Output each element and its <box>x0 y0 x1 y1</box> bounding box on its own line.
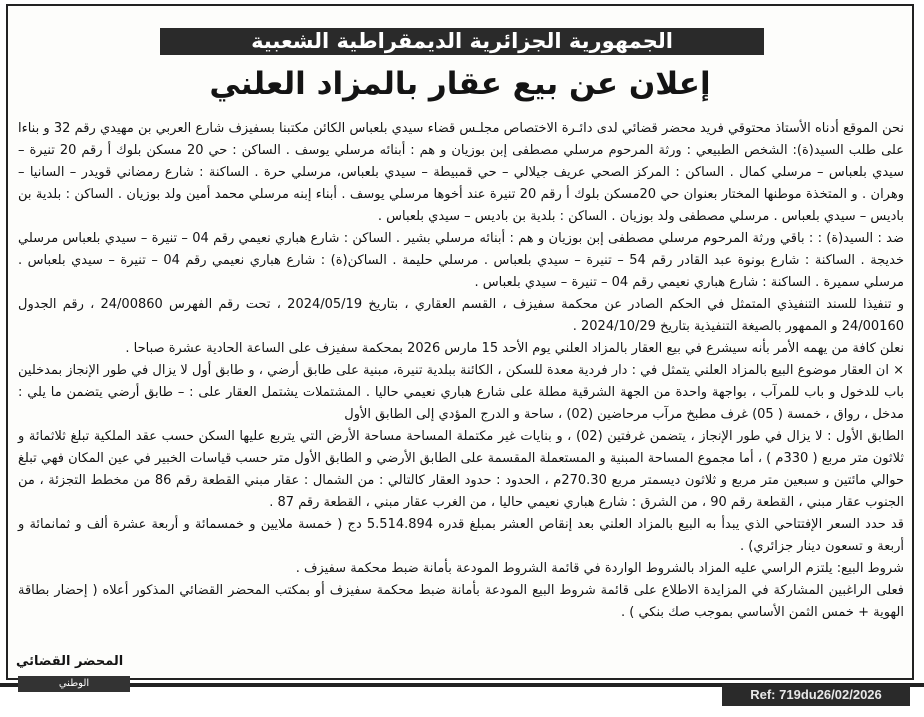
publisher-stamp: الوطني <box>18 676 130 692</box>
paragraph-conditions: شروط البيع: يلتزم الراسي عليه المزاد بالشروط الواردة في قائمة الشروط المودعة بأمانة ضبط محكمة سفيزف . <box>295 561 904 576</box>
paragraph-price: قد حدد السعر الإفتتاحي الذي يبدأ به البيع بالمزاد العلني بعد إنقاص العشر بمبلغ قدره 5.514.894 دج ( خمسة ملايين و خمسمائة و أربعة عشرة ألف و ثمانمائة و أربعة و تسعون دينار جزائري) . <box>18 517 905 554</box>
reference-number: Ref: 719du26/02/2026 <box>722 684 910 706</box>
paragraph-requester: نحن الموقع أدناه الأستاذ محتوقي فريد محضر قضائي لدى دائـرة الاختصاص مجلـس قضاء سيدي بلعباس الكائن مكتبنا بسفيزف شارع العربي بن مهيدي رقم 32 و بناءا على طلب السيد(ة): الشخص الطبيعي : ورثة المرحوم مرسلي مصطفى إبن بوزيان و هم : أبنائه مرسلي يوسف . الساكن : حي 20 مسكن بلوك أ رقم 20 تنيرة – سيدي بلعباس – مرسلي كمال . الساكن : المركز الصحي عريف جيلالي – حي قمبيطة – سيدي بلعباس، مرسلي حرة . الساكنة : شارع رمضاني قويدر – السانيا – وهران . و المتخذة موطنها المختار بعنوان حي 20مسكن بلوك أ رقم 20 تنيرة عند أخوها مرسلي يوسف . أبناء إبنه مرسلي محمد أمين ولد بوزيان . الساكن : بلدية بن باديس – سيدي بلعباس . مرسلي مصطفى ولد بوزيان . الساكن : بلدية بن باديس – سيدي بلعباس . <box>18 121 904 224</box>
announcement-body <box>18 118 904 624</box>
announcement-title: إعلان عن بيع عقار بالمزاد العلني <box>209 66 711 102</box>
republic-header: الجمهورية الجزائرية الديمقراطية الشعبية <box>160 28 764 55</box>
paragraph-against: ضد : السيد(ة) : : باقي ورثة المرحوم مرسلي مصطفى إبن بوزيان و هم : أبنائه مرسلي بشير . الساكن : شارع هباري نعيمي رقم 04 – تنيرة – سيدي بلعباس مرسلي خديجة . الساكنة : شارع بونوة عبد القادر رقم 54 – تنيرة – سيدي بلعباس . مرسلي حليمة . الساكن(ة) : شارع هباري نعيمي رقم 04 – تنيرة – سيدي بلعباس . مرسلي سميرة . الساكنة : شارع هباري نعيمي رقم 04 – تنيرة – سيدي بلعباس . <box>18 231 905 290</box>
paragraph-property: × ان العقار موضوع البيع بالمزاد العلني يتمثل في : دار فردية معدة للسكن ، الكائنة ببلدية تنيرة، مبنية على طابق أرضي ، و طابق أول لا يزال في طور الإنجاز بمدخلين باب للدخول و باب للمرآب ، بواجهة واحدة من الجهة الشرقية مطلة على شارع هباري نعيمي حاليا . المشتملات يشتمل العقار على : – طابق أرضي يتضمن ما يلي : مدخل ، رواق ، خمسة ( 05) غرف مطبخ مرآب مرحاضين (02) ، ساحة و الدرج المؤدي إلى الطابق الأول <box>18 363 904 422</box>
paragraph-judgment: و تنفيذا للسند التنفيذي المتمثل في الحكم الصادر عن محكمة سفيزف ، القسم العقاري ، بتاريخ 2024/05/19 ، تحت رقم الفهرس 24/00860 ، رقم الجدول 24/00160 و الممهور بالصيغة التنفيذية بتاريخ 2024/10/29 . <box>18 297 904 334</box>
paragraph-first-floor: الطابق الأول : لا يزال في طور الإنجاز ، يتضمن غرفتين (02) ، و بنايات غير مكتملة المساحة مساحة الأرض التي يتربع عليها السكن حسب عقد الملكية تبلغ ثلاثمائة و ثلاثون متر مربع ( 330م ) ، أما مجموع المساحة المبنية و المستعملة المقسمة على الطابق الأرضي و الطابق الأول متر حسب قياسات الخبير في عين المكان فهي تبلغ حوالي مائتين و سبعين متر مربع و ثلاثون ديسمتر مربع 270.30م ، الحدود : حدود العقار كالتالي : من الشمال : عقار مبني القطعة رقم 86 من مخطط التجزئة ، من الجنوب عقار مبني ، القطعة رقم 90 ، من الشرق : شارع هباري نعيمي حاليا ، من الغرب عقار مبني ، القطعة رقم 87 . <box>18 429 905 510</box>
paragraph-auction-date: نعلن كافة من يهمه الأمر بأنه سيشرع في بيع العقار بالمزاد العلني يوم الأحد 15 مارس 2026 بمحكمة سفيزف على الساعة الحادية عشرة صباحا . <box>125 341 904 356</box>
bailiff-signature: المحضر القضائي <box>16 654 124 669</box>
paragraph-participation: فعلى الراغبين المشاركة في المزايدة الاطلاع على قائمة شروط البيع المودعة بأمانة ضبط محكمة سفيزف أو بمكتب المحضر القضائي المذكور أعلاه ( إحضار بطاقة الهوية + خمس الثمن الأساسي بموجب صك بنكي ) . <box>18 583 904 620</box>
